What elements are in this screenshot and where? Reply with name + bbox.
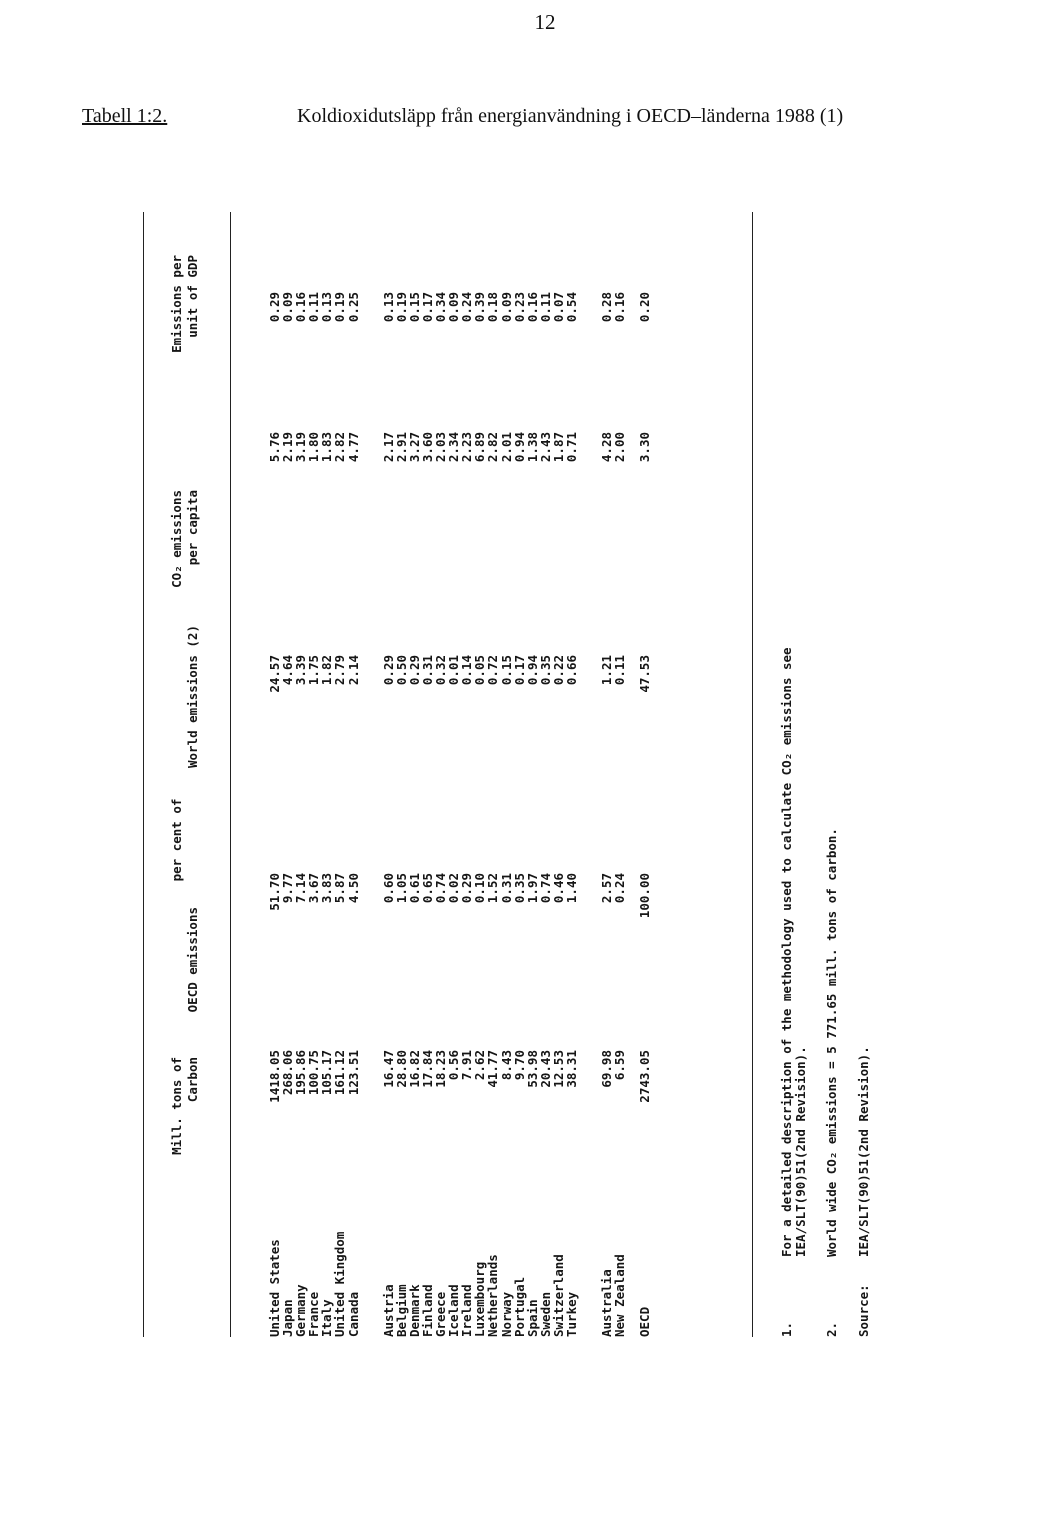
header-per-cent-of: per cent of [169, 798, 184, 882]
table-bottom-rule [752, 212, 753, 1337]
table-cell-per_gdp: 0.19 [393, 292, 409, 323]
table-cell-oecd: 3.67 [306, 873, 322, 904]
table-cell-carbon: 268.06 [280, 1050, 296, 1096]
table-cell-country: Canada [345, 1291, 361, 1337]
table-cell-per_capita: 4.77 [345, 432, 361, 463]
table-cell-per_capita: 2.91 [393, 432, 409, 463]
table-cell-carbon: 8.43 [498, 1050, 514, 1081]
table-cell-world: 0.35 [537, 655, 553, 686]
table-cell-carbon: 16.47 [380, 1050, 396, 1088]
table-cell-world: 47.53 [637, 655, 653, 693]
table-cell-oecd: 1.40 [563, 873, 579, 904]
row-group-spacer [578, 1197, 600, 1337]
table-cell-per_capita: 2.43 [537, 432, 553, 463]
table-cell-per_gdp: 0.09 [280, 292, 296, 323]
table-cell-country: Switzerland [550, 1254, 566, 1337]
table-cell-country: Italy [319, 1299, 335, 1337]
table-cell-per_capita: 2.17 [380, 432, 396, 463]
table-cell-carbon: 161.12 [332, 1050, 348, 1096]
table-cell-oecd: 0.29 [459, 873, 475, 904]
table-cell-per_gdp: 0.25 [345, 292, 361, 323]
table-cell-per_gdp: 0.11 [306, 292, 322, 323]
table-cell-carbon: 20.43 [537, 1050, 553, 1088]
table-cell-oecd: 0.74 [433, 873, 449, 904]
table-cell-country: Ireland [459, 1284, 475, 1337]
table-cell-per_gdp: 0.13 [380, 292, 396, 323]
table-cell-per_capita: 2.82 [332, 432, 348, 463]
column-country [268, 1197, 651, 1337]
table-cell-per_gdp: 0.34 [433, 292, 449, 323]
table-cell-oecd: 4.50 [345, 873, 361, 904]
table-cell-per_gdp: 0.18 [485, 292, 501, 323]
table-cell-world: 0.01 [446, 655, 462, 686]
table-cell-carbon: 100.75 [306, 1050, 322, 1096]
table-cell-per_capita: 2.82 [485, 432, 501, 463]
table-cell-oecd: 100.00 [637, 873, 653, 919]
table-cell-per_capita: 1.80 [306, 432, 322, 463]
header-carbon: Mill. tons of Carbon [169, 1057, 200, 1155]
table-footnotes [780, 237, 870, 1337]
table-cell-world: 0.29 [380, 655, 396, 686]
table-cell-per_gdp: 0.15 [406, 292, 422, 323]
table-cell-country: Australia [599, 1269, 615, 1337]
table-cell-per_gdp: 0.09 [446, 292, 462, 323]
table-cell-world: 24.57 [267, 655, 282, 693]
table-cell-country: Belgium [393, 1284, 409, 1337]
table-cell-world: 0.31 [419, 655, 435, 686]
table-cell-country: France [306, 1291, 322, 1337]
table-cell-per_capita: 2.34 [446, 432, 462, 463]
table-cell-per_gdp: 0.39 [472, 292, 488, 323]
row-group-spacer [578, 873, 600, 1003]
row-group-spacer [578, 655, 600, 785]
table-cell-carbon: 195.86 [293, 1050, 309, 1096]
table-cell-per_capita: 5.76 [267, 432, 282, 463]
table-cell-country: Iceland [446, 1284, 462, 1337]
table-cell-per_capita: 0.94 [511, 432, 527, 463]
table-cell-oecd: 5.87 [332, 873, 348, 904]
table-cell-oecd: 0.46 [550, 873, 566, 904]
table-cell-carbon: 1418.05 [267, 1050, 282, 1103]
table-cell-per_capita: 1.87 [550, 432, 566, 463]
table-cell-per_gdp: 0.07 [550, 292, 566, 323]
table-cell-oecd: 3.83 [319, 873, 335, 904]
table-cell-carbon: 2.62 [472, 1050, 488, 1081]
row-group-spacer [360, 1050, 382, 1180]
table-cell-world: 1.75 [306, 655, 322, 686]
table-cell-per_capita: 4.28 [599, 432, 615, 463]
table-cell-world: 0.11 [612, 655, 628, 686]
table-cell-carbon: 12.53 [550, 1050, 566, 1088]
table-cell-per_gdp: 0.54 [563, 292, 579, 323]
table-cell-country: Austria [380, 1284, 396, 1337]
table-cell-world: 0.29 [406, 655, 422, 686]
table-cell-carbon: 2743.05 [637, 1050, 653, 1103]
table-cell-per_gdp: 0.20 [637, 292, 653, 323]
table-cell-country: Portugal [511, 1276, 527, 1337]
table-cell-world: 0.94 [524, 655, 540, 686]
table-cell-oecd: 0.65 [419, 873, 435, 904]
row-group-spacer [360, 292, 382, 422]
table-cell-per_gdp: 0.29 [267, 292, 282, 323]
table-cell-per_capita: 1.83 [319, 432, 335, 463]
table-cell-per_gdp: 0.11 [537, 292, 553, 323]
table-cell-oecd: 0.60 [380, 873, 396, 904]
table-cell-per_capita: 3.27 [406, 432, 422, 463]
header-oecd-share: OECD emissions [185, 907, 200, 1013]
table-cell-oecd: 51.70 [267, 873, 282, 911]
table-cell-world: 2.79 [332, 655, 348, 686]
table-cell-country: New Zealand [612, 1254, 628, 1337]
table-cell-carbon: 28.80 [393, 1050, 409, 1088]
column-world-share [268, 655, 651, 785]
table-cell-world: 0.05 [472, 655, 488, 686]
source-note: Source: IEA/SLT(90)51(2nd Revision). [855, 1046, 871, 1337]
table-top-rule [143, 212, 144, 1337]
table-cell-country: Spain [524, 1299, 540, 1337]
column-carbon [268, 1050, 651, 1180]
table-cell-oecd: 2.57 [599, 873, 615, 904]
table-cell-world: 0.15 [498, 655, 514, 686]
table-cell-world: 1.82 [319, 655, 335, 686]
table-cell-per_capita: 1.38 [524, 432, 540, 463]
table-cell-oecd: 0.31 [498, 873, 514, 904]
header-per-gdp: Emissions per unit of GDP [169, 255, 200, 353]
table-cell-oecd: 1.52 [485, 873, 501, 904]
row-group-spacer [360, 432, 382, 562]
column-per-gdp [268, 292, 651, 422]
table-cell-country: Denmark [406, 1284, 422, 1337]
table-cell-world: 0.17 [511, 655, 527, 686]
table-cell-per_gdp: 0.17 [419, 292, 435, 323]
table-cell-carbon: 16.82 [406, 1050, 422, 1088]
table-cell-per_gdp: 0.09 [498, 292, 514, 323]
table-cell-country: United Kingdom [332, 1231, 348, 1337]
table-caption-label: Tabell 1:2. [82, 105, 168, 127]
table-cell-oecd: 1.05 [393, 873, 409, 904]
table-cell-per_capita: 2.23 [459, 432, 475, 463]
table-cell-oecd: 0.74 [537, 873, 553, 904]
row-group-spacer [578, 292, 600, 422]
row-group-spacer [360, 655, 382, 785]
column-oecd-share [268, 873, 651, 1003]
table-cell-per_gdp: 0.23 [511, 292, 527, 323]
table-cell-world: 0.72 [485, 655, 501, 686]
footnote-2: 2. World wide CO₂ emissions = 5 771.65 mill. tons of carbon. [824, 828, 839, 1337]
table-cell-country: Japan [280, 1299, 296, 1337]
table-cell-oecd: 0.61 [406, 873, 422, 904]
table-cell-country: OECD [637, 1306, 653, 1337]
row-group-spacer [360, 873, 382, 1003]
table-cell-carbon: 18.23 [433, 1050, 449, 1088]
table-caption-title: Koldioxidutsläpp från energianvändning i OECD–länderna 1988 (1) [297, 105, 844, 127]
table-cell-per_capita: 2.19 [280, 432, 296, 463]
table-cell-oecd: 7.14 [293, 873, 309, 904]
table-cell-carbon: 7.91 [459, 1050, 475, 1081]
table-cell-country: Norway [498, 1291, 514, 1337]
table-cell-per_capita: 2.00 [612, 432, 628, 463]
table-cell-world: 0.32 [433, 655, 449, 686]
table-cell-carbon: 41.77 [485, 1050, 501, 1088]
table-cell-per_gdp: 0.16 [524, 292, 540, 323]
table-cell-per_gdp: 0.16 [293, 292, 309, 323]
table-cell-per_capita: 3.60 [419, 432, 435, 463]
table-cell-country: Turkey [563, 1291, 579, 1337]
table-cell-country: Finland [419, 1284, 435, 1337]
table-cell-world: 0.66 [563, 655, 579, 686]
table-cell-country: United States [267, 1239, 282, 1337]
table-cell-country: Greece [433, 1291, 449, 1337]
table-cell-oecd: 0.24 [612, 873, 628, 904]
table-header-rule [230, 212, 231, 1337]
footnote-1: 1. For a detailed description of the methodology used to calculate CO₂ emissions see IEA/SLT(90)51(2nd Revision). [779, 647, 808, 1337]
table-cell-world: 2.14 [345, 655, 361, 686]
table-cell-country: Germany [293, 1284, 309, 1337]
table-cell-per_capita: 6.89 [472, 432, 488, 463]
column-per-capita [268, 432, 651, 562]
header-per-capita: CO₂ emissions per capita [169, 490, 200, 588]
table-cell-per_capita: 2.01 [498, 432, 514, 463]
table-cell-carbon: 38.31 [563, 1050, 579, 1088]
table-cell-carbon: 105.17 [319, 1050, 335, 1096]
table-cell-per_capita: 0.71 [563, 432, 579, 463]
table-cell-carbon: 123.51 [345, 1050, 361, 1096]
table-cell-per_gdp: 0.19 [332, 292, 348, 323]
header-world-share: World emissions (2) [185, 625, 200, 768]
row-group-spacer [578, 432, 600, 562]
page-number: 12 [534, 10, 556, 34]
rotated-emissions-table [140, 230, 900, 1365]
table-cell-world: 0.14 [459, 655, 475, 686]
table-cell-oecd: 1.97 [524, 873, 540, 904]
table-cell-per_capita: 2.03 [433, 432, 449, 463]
row-group-spacer [360, 1197, 382, 1337]
row-group-spacer [578, 1050, 600, 1180]
table-cell-oecd: 0.10 [472, 873, 488, 904]
table-cell-per_gdp: 0.13 [319, 292, 335, 323]
table-cell-carbon: 53.98 [524, 1050, 540, 1088]
table-cell-country: Sweden [537, 1291, 553, 1337]
table-cell-world: 0.22 [550, 655, 566, 686]
table-cell-world: 3.39 [293, 655, 309, 686]
table-cell-country: Netherlands [485, 1254, 501, 1337]
table-cell-per_capita: 3.19 [293, 432, 309, 463]
table-cell-carbon: 9.70 [511, 1050, 527, 1081]
table-cell-world: 1.21 [599, 655, 615, 686]
table-cell-per_gdp: 0.24 [459, 292, 475, 323]
table-cell-oecd: 0.02 [446, 873, 462, 904]
table-cell-oecd: 0.35 [511, 873, 527, 904]
table-cell-world: 4.64 [280, 655, 296, 686]
table-cell-oecd: 9.77 [280, 873, 296, 904]
table-cell-country: Luxembourg [472, 1261, 488, 1337]
table-cell-world: 0.50 [393, 655, 409, 686]
table-cell-carbon: 69.98 [599, 1050, 615, 1088]
table-cell-carbon: 0.56 [446, 1050, 462, 1081]
table-cell-carbon: 6.59 [612, 1050, 628, 1081]
table-cell-per_gdp: 0.28 [599, 292, 615, 323]
table-cell-per_capita: 3.30 [637, 432, 653, 463]
table-cell-carbon: 17.84 [419, 1050, 435, 1088]
table-cell-per_gdp: 0.16 [612, 292, 628, 323]
